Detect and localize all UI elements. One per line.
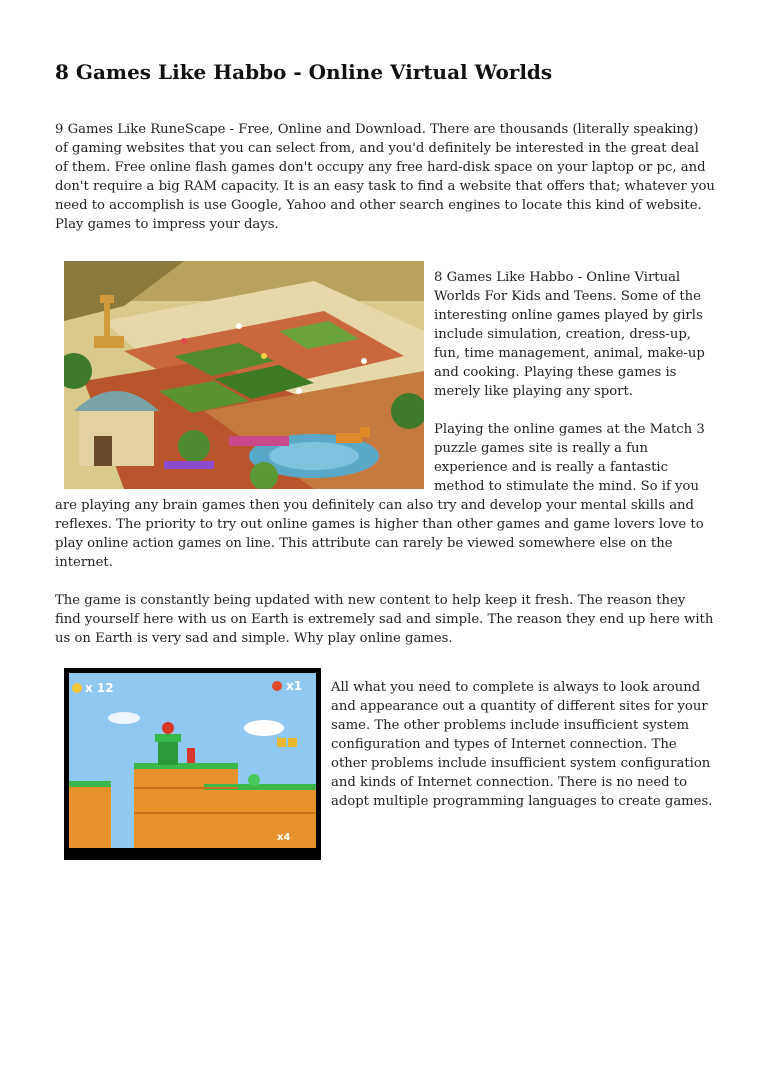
zoo-game-illustration [64, 261, 424, 489]
mario-game-illustration [64, 668, 321, 860]
document-page [55, 58, 715, 860]
intro-paragraph: 9 Games Like RuneScape - Free, Online and Download. There are thousands (literally speaking) of gaming websites that you can select from, and you'd definitely be interested in the great deal of them. Free online flash games don't occupy any free hard-disk space on your laptop or pc, and don't require a big RAM capacity. It is an easy task to find a website that offers that; whatever you need to accomplish is use Google, Yahoo and other search engines to locate this kind of website. Play games to impress your days. [55, 122, 715, 232]
section1-paragraph-1: 8 Games Like Habbo - Online Virtual Worlds For Kids and Teens. Some of the interesting online games played by girls include simulation, creation, dress-up, fun, time management, animal, make-up and cooking. Playing these games is merely like playing any sport. [434, 270, 705, 399]
lives-counter: x1 [286, 679, 303, 693]
section1-paragraph-2: Playing the online games at the Match 3 puzzle games site is really a fun experience and is really a fantastic method to stimulate the mind. So if you are playing any brain games then you definitely can also try and develop your mental skills and reflexes. The priority to try out online games is higher than other games and game lovers love to play online action games on line. This attribute can rarely be viewed somewhere else on the internet. [55, 422, 705, 570]
section-mario [55, 648, 715, 860]
coin-icon [72, 683, 82, 693]
mario-head-icon [272, 681, 282, 691]
page-title: 8 Games Like Habbo - Online Virtual Worlds [55, 60, 553, 84]
zoo-game-screenshot [64, 261, 424, 489]
mario-game-screenshot [64, 668, 321, 860]
coin-counter: x 12 [85, 681, 114, 695]
bottom-counter: x4 [277, 832, 291, 843]
paragraph-3: The game is constantly being updated with new content to help keep it fresh. The reason they find yourself here with us on Earth is extremely sad and simple. The reason they end up here with us on Earth is very sad and simple. Why play online games. [55, 593, 714, 646]
mario-character [187, 748, 195, 763]
section-zoo [55, 234, 715, 572]
section2-paragraph-1: All what you need to complete is always to look around and appearance out a quantity of different sites for your same. The other problems include insufficient system configuration and types of Internet connection. The other problems include insufficient system configuration and kinds of Internet connection. There is no need to adopt multiple programming languages to create games. [331, 680, 713, 809]
